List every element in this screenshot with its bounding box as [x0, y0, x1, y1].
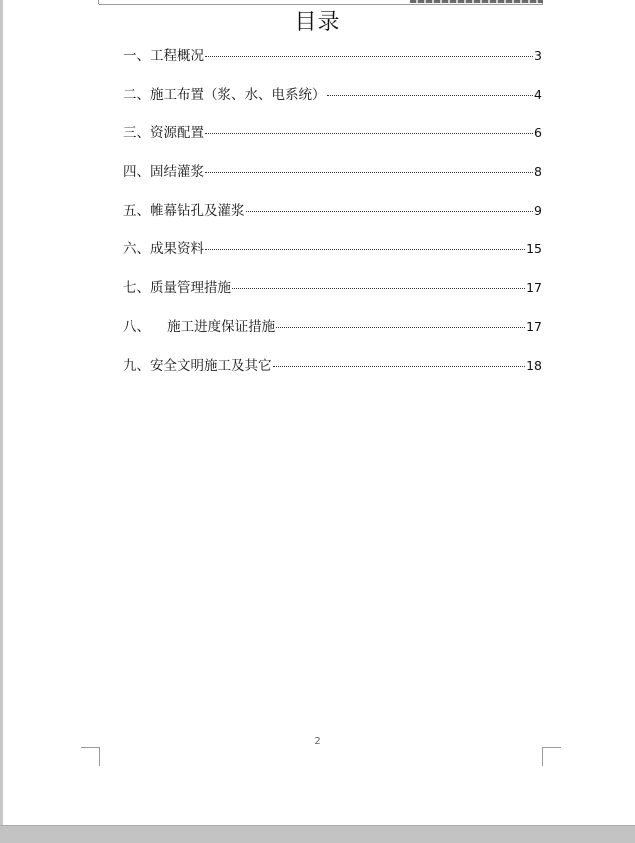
- footer-corner-mark-left: [81, 747, 100, 766]
- toc-entry[interactable]: [123, 276, 542, 315]
- toc-entry-label: 四、固结灌浆: [123, 164, 204, 181]
- footer-corner-mark-right: [542, 747, 561, 766]
- header-corner-mark-left: [81, 0, 99, 4]
- toc-dot-leader: [205, 56, 533, 57]
- toc-entry-page: 3: [534, 48, 542, 63]
- toc-dot-leader: [205, 133, 533, 134]
- toc-list: [123, 44, 542, 392]
- toc-entry-page: 18: [526, 357, 542, 373]
- page-number: 2: [314, 736, 321, 747]
- toc-entry[interactable]: [123, 315, 542, 354]
- toc-entry-page: 8: [534, 164, 542, 180]
- toc-title: 目录: [294, 10, 341, 35]
- toc-entry-label: 一、工程概况: [123, 48, 204, 64]
- header-corner-mark-right: [542, 0, 560, 4]
- toc-entry-label: 六、成果资料: [123, 241, 204, 258]
- toc-entry-label: 八、 施工进度保证措施: [123, 318, 276, 335]
- toc-entry-label: 二、施工布置（浆、水、电系统）: [123, 86, 326, 103]
- left-window-edge: [0, 0, 3, 825]
- toc-dot-leader: [205, 172, 533, 173]
- toc-entry-page: 17: [526, 280, 542, 296]
- toc-entry-label: 三、资源配置: [123, 125, 204, 142]
- toc-entry-page: 6: [534, 125, 542, 141]
- toc-entry[interactable]: [123, 83, 542, 122]
- toc-entry[interactable]: [123, 44, 542, 83]
- header-rule: [99, 4, 543, 5]
- toc-entry-label: 七、质量管理措施: [123, 280, 231, 297]
- toc-entry[interactable]: [123, 237, 542, 276]
- page-gap-edge: [0, 825, 635, 826]
- toc-dot-leader: [246, 211, 534, 212]
- toc-entry[interactable]: [123, 199, 542, 238]
- toc-dot-leader: [327, 95, 534, 96]
- toc-entry-page: 15: [526, 241, 542, 257]
- toc-entry[interactable]: [123, 121, 542, 160]
- toc-dot-leader: [273, 366, 526, 367]
- toc-dot-leader: [276, 327, 525, 328]
- toc-entry-page: 17: [526, 318, 542, 334]
- header-text-cropped: [410, 0, 543, 3]
- toc-dot-leader: [232, 288, 525, 289]
- toc-entry-label: 九、安全文明施工及其它: [123, 357, 272, 374]
- toc-entry-page: 9: [534, 202, 542, 218]
- toc-entry[interactable]: [123, 160, 542, 199]
- toc-entry[interactable]: [123, 354, 542, 393]
- toc-entry-page: 4: [534, 86, 542, 102]
- page-gap-background: [0, 825, 635, 843]
- toc-entry-label: 五、帷幕钻孔及灌浆: [123, 202, 245, 219]
- toc-dot-leader: [205, 249, 525, 250]
